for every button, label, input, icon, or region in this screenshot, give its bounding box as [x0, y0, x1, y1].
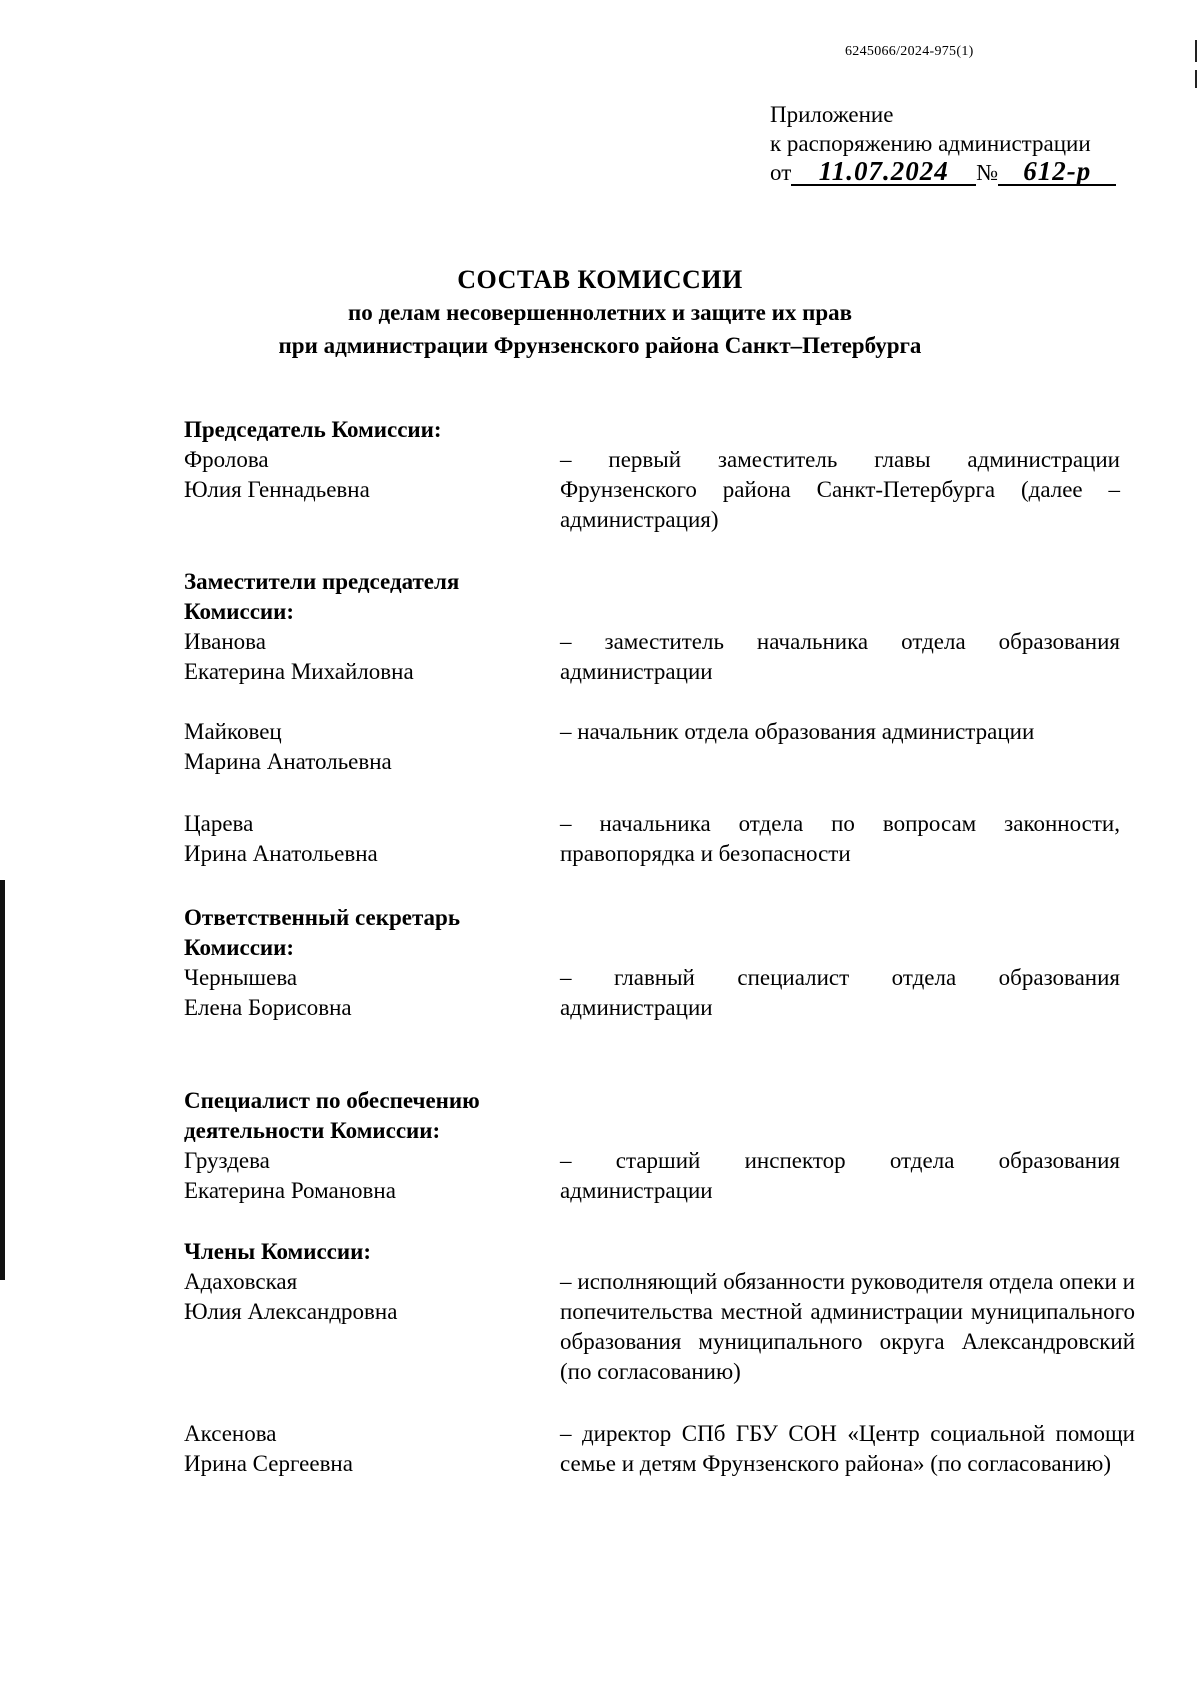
chairman-heading: Председатель Комиссии:	[184, 417, 442, 442]
given-names: Ирина Сергеевна	[184, 1451, 353, 1476]
deputy-name	[184, 809, 514, 869]
specialist-name	[184, 1146, 514, 1206]
surname: Иванова	[184, 629, 266, 654]
title-line-3: при администрации Фрунзенского района Санкт–Петербурга	[278, 333, 922, 358]
surname: Майковец	[184, 719, 282, 744]
secretary-name	[184, 963, 514, 1023]
deputy-position: – начальника отдела по вопросам законности, правопорядка и безопасности	[560, 811, 1120, 866]
specialist-position: – старший инспектор отдела образования администрации	[560, 1148, 1120, 1203]
surname: Груздева	[184, 1148, 270, 1173]
given-names: Юлия Александровна	[184, 1299, 398, 1324]
scan-left-strip	[0, 880, 5, 1280]
title-line-2: по делам несовершеннолетних и защите их прав	[347, 300, 853, 325]
members-heading: Члены Комиссии:	[184, 1239, 372, 1264]
member-name	[184, 1267, 514, 1327]
member-name	[184, 1419, 514, 1479]
deputies-heading: Заместители председателя Комиссии:	[184, 569, 460, 624]
member-position: – исполняющий обязанности руководителя отдела опеки и попечительства местной администрации муниципального образования муниципального округа Александровский (по согласованию)	[560, 1269, 1135, 1384]
chairman-name	[184, 445, 514, 505]
chairman-position: – первый заместитель главы администрации Фрунзенского района Санкт-Петербурга (далее – администрация)	[560, 447, 1120, 532]
document-title	[0, 264, 1200, 362]
appendix-date-number	[770, 158, 1116, 187]
surname: Чернышева	[184, 965, 298, 990]
specialist-heading: Специалист по обеспечению деятельности Комиссии:	[184, 1088, 480, 1143]
secretary-position: – главный специалист отдела образования администрации	[560, 965, 1120, 1020]
appendix-block	[770, 100, 1116, 187]
given-names: Ирина Анатольевна	[184, 841, 378, 866]
member-position: – директор СПб ГБУ СОН «Центр социальной помощи семье и детям Фрунзенского района» (по согласованию)	[560, 1421, 1135, 1476]
deputy-position: – начальник отдела образования администрации	[560, 719, 1035, 744]
handwritten-number: 612-р	[998, 158, 1116, 186]
handwritten-date: 11.07.2024	[791, 158, 976, 186]
given-names: Елена Борисовна	[184, 995, 352, 1020]
surname: Адаховская	[184, 1269, 298, 1294]
deputy-position: – заместитель начальника отдела образования администрации	[560, 629, 1120, 684]
given-names: Екатерина Романовна	[184, 1178, 396, 1203]
surname: Фролова	[184, 447, 269, 472]
surname: Аксенова	[184, 1421, 277, 1446]
appendix-label: Приложение	[770, 102, 894, 127]
deputy-name	[184, 627, 514, 687]
deputy-name	[184, 717, 514, 777]
given-names: Екатерина Михайловна	[184, 659, 414, 684]
given-names: Юлия Геннадьевна	[184, 477, 370, 502]
scan-edge-marks	[1195, 40, 1198, 100]
title-main: СОСТАВ КОМИССИИ	[457, 265, 743, 294]
given-names: Марина Анатольевна	[184, 749, 392, 774]
date-prefix: от	[770, 160, 792, 185]
secretary-heading: Ответственный секретарь Комиссии:	[184, 905, 460, 960]
appendix-order-ref: к распоряжению администрации	[770, 131, 1091, 156]
document-id: 6245066/2024-975(1)	[845, 44, 974, 59]
number-prefix: №	[976, 160, 999, 185]
surname: Царева	[184, 811, 254, 836]
